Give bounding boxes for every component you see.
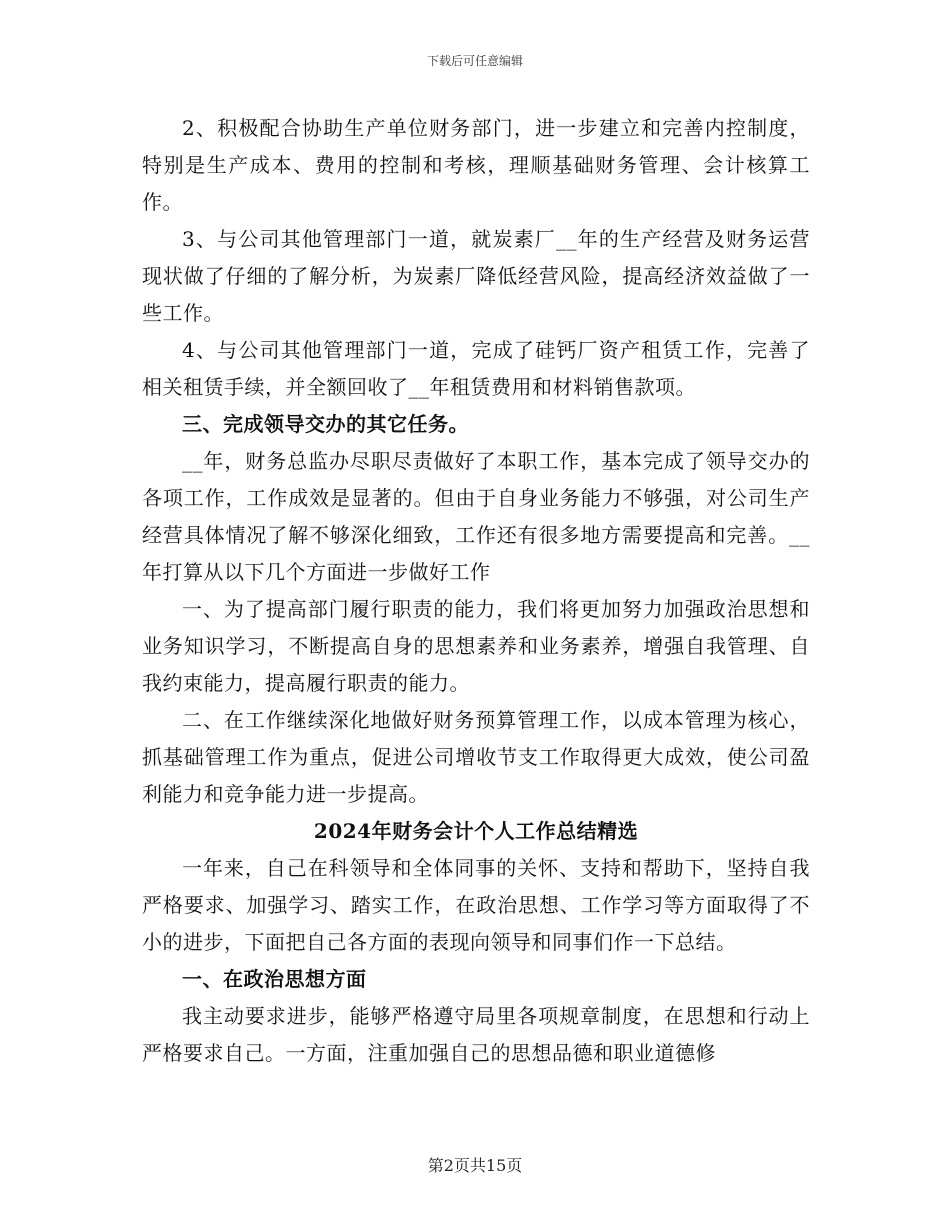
paragraph-political-thought: 我主动要求进步，能够严格遵守局里各项规章制度，在思想和行动上严格要求自己。一方面，注重加强自己的思想品德和职业道德修 bbox=[142, 1004, 810, 1065]
section-heading-other-tasks: 三、完成领导交办的其它任务。 bbox=[182, 412, 469, 436]
document-title: 2024年财务会计个人工作总结精选 bbox=[313, 819, 639, 843]
paragraph-summary: __年，财务总监办尽职尽责做好了本职工作，基本完成了领导交办的各项工作，工作成效是显著的。但由于自身业务能力不够强，对公司生产经营具体情况了解不够深化细致，工作还有很多地方需要提高和完善。__年打算从以下几个方面进一步做好工作 bbox=[142, 449, 810, 584]
paragraph-plan-1: 一、为了提高部门履行职责的能力，我们将更加努力加强政治思想和业务知识学习，不断提高自身的思想素养和业务素养，增强自我管理、自我约束能力，提高履行职责的能力。 bbox=[142, 597, 810, 695]
section-heading-political-thought: 一、在政治思想方面 bbox=[182, 967, 367, 991]
paragraph-plan-2: 二、在工作继续深化地做好财务预算管理工作，以成本管理为核心，抓基础管理工作为重点，促进公司增收节支工作取得更大成效，使公司盈利能力和竞争能力进一步提高。 bbox=[142, 708, 810, 806]
paragraph-item-2: 2、积极配合协助生产单位财务部门，进一步建立和完善内控制度，特别是生产成本、费用的控制和考核，理顺基础财务管理、会计核算工作。 bbox=[142, 116, 810, 214]
page-footer-number: 第2页共15页 bbox=[427, 1156, 523, 1175]
paragraph-intro: 一年来，自己在科领导和全体同事的关怀、支持和帮助下，坚持自我严格要求、加强学习、踏实工作，在政治思想、工作学习等方面取得了不小的进步，下面把自己各方面的表现向领导和同事们作一下总结。 bbox=[142, 856, 810, 954]
paragraph-item-3: 3、与公司其他管理部门一道，就炭素厂__年的生产经营及财务运营现状做了仔细的了解分析，为炭素厂降低经营风险，提高经济效益做了一些工作。 bbox=[142, 227, 810, 325]
paragraph-item-4: 4、与公司其他管理部门一道，完成了硅钙厂资产租赁工作，完善了相关租赁手续，并全额回收了__年租赁费用和材料销售款项。 bbox=[142, 338, 810, 399]
page-header-note: 下载后可任意编辑 bbox=[426, 54, 523, 68]
document-body bbox=[142, 110, 810, 1072]
